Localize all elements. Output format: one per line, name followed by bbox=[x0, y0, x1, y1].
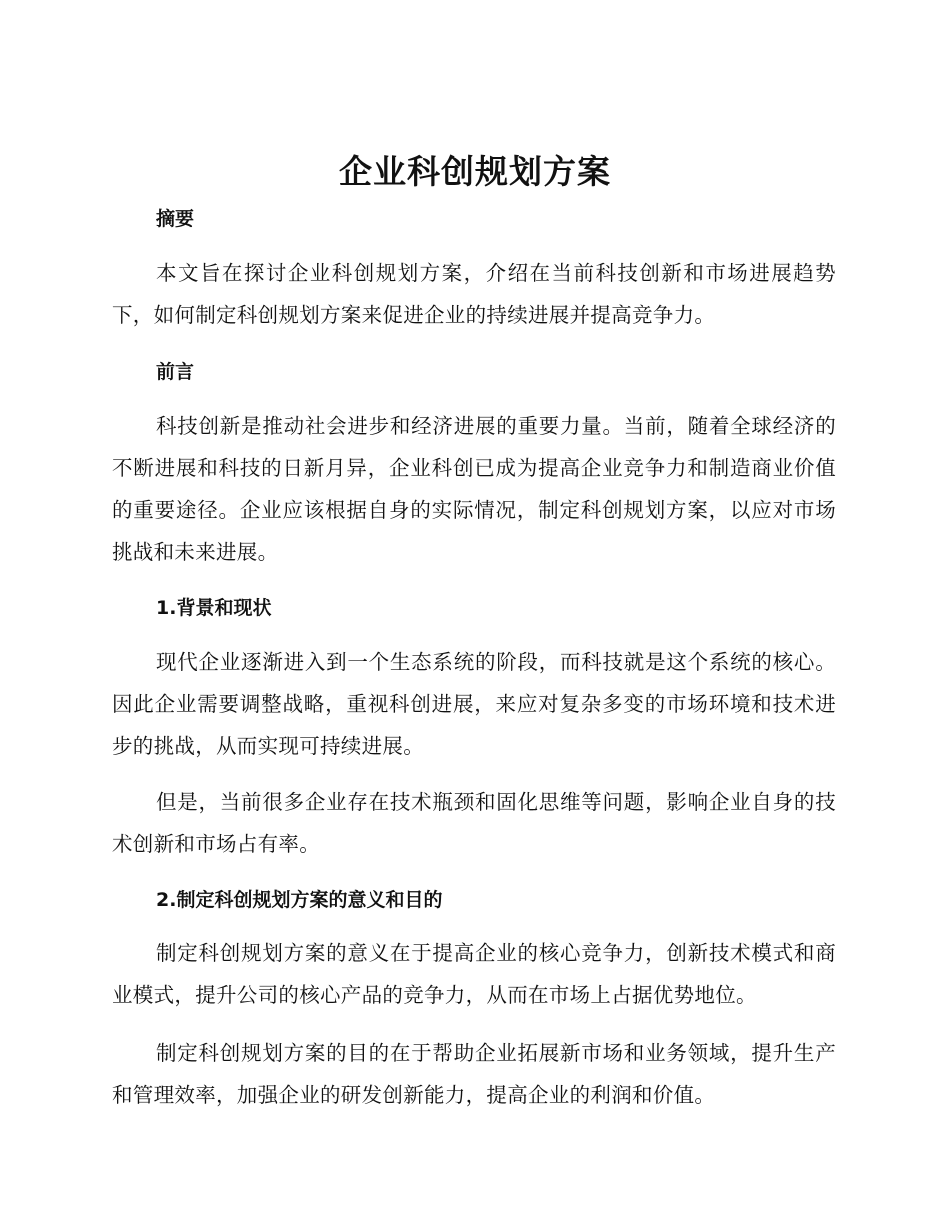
section1-heading: 1.背景和现状 bbox=[156, 597, 272, 619]
section2-paragraph-2: 制定科创规划方案的目的在于帮助企业拓展新市场和业务领域，提升生产和管理效率，加强企业的研发创新能力，提高企业的利润和价值。 bbox=[112, 1041, 836, 1107]
section1-paragraph-1: 现代企业逐渐进入到一个生态系统的阶段，而科技就是这个系统的核心。因此企业需要调整战略，重视科创进展，来应对复杂多变的市场环境和技术进步的挑战，从而实现可持续进展。 bbox=[112, 650, 836, 758]
section2-heading: 2.制定科创规划方案的意义和目的 bbox=[156, 889, 443, 911]
abstract-heading: 摘要 bbox=[156, 208, 195, 230]
document-title: 企业科创规划方案 bbox=[339, 152, 611, 191]
preface-paragraph: 科技创新是推动社会进步和经济进展的重要力量。当前，随着全球经济的不断进展和科技的日新月异，企业科创已成为提高企业竞争力和制造商业价值的重要途径。企业应该根据自身的实际情况，制定科创规划方案，以应对市场挑战和未来进展。 bbox=[112, 414, 836, 564]
abstract-paragraph: 本文旨在探讨企业科创规划方案，介绍在当前科技创新和市场进展趋势下，如何制定科创规划方案来促进企业的持续进展并提高竞争力。 bbox=[112, 261, 836, 327]
section1-paragraph-2: 但是，当前很多企业存在技术瓶颈和固化思维等问题，影响企业自身的技术创新和市场占有率。 bbox=[112, 790, 836, 856]
preface-heading: 前言 bbox=[156, 361, 195, 383]
section2-paragraph-1: 制定科创规划方案的意义在于提高企业的核心竞争力，创新技术模式和商业模式，提升公司的核心产品的竞争力，从而在市场上占据优势地位。 bbox=[112, 941, 836, 1007]
